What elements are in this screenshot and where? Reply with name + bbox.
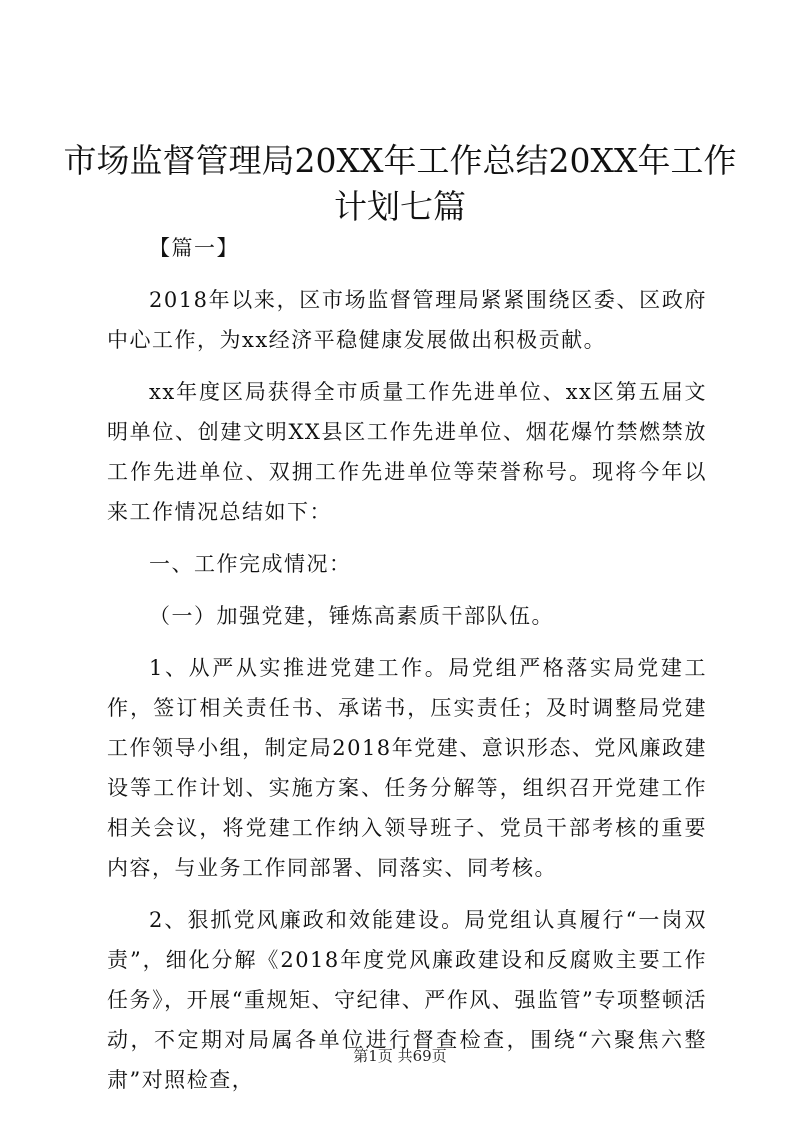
subsection-heading: （一）加强党建，锤炼高素质干部队伍。 bbox=[149, 604, 554, 628]
body-paragraph: 2018年以来，区市场监督管理局紧紧围绕区委、区政府中心工作，为xx经济平稳健康发展做出积极贡献。 bbox=[107, 288, 707, 352]
section-heading-part-one: 【篇一】 bbox=[149, 236, 239, 260]
document-body bbox=[107, 228, 707, 1112]
page-number: 第1页 共69页 bbox=[353, 1047, 447, 1065]
body-paragraph: 1、从严从实推进党建工作。局党组严格落实局党建工作，签订相关责任书、承诺书，压实责任；及时调整局党建工作领导小组，制定局2018年党建、意识形态、党风廉政建设等工作计划、实施方案、任务分解等，组织召开党建工作相关会议，将党建工作纳入领导班子、党员干部考核的重要内容，与业务工作同部署、同落实、同考核。 bbox=[107, 656, 707, 880]
body-paragraph: 2、狠抓党风廉政和效能建设。局党组认真履行“一岗双责”，细化分解《2018年度党风廉政建设和反腐败主要工作任务》，开展“重规矩、守纪律、严作风、强监管”专项整顿活动，不定期对局属各单位进行督查检查，围绕“六聚焦六整肃”对照检查， bbox=[107, 908, 707, 1092]
body-paragraph: xx年度区局获得全市质量工作先进单位、xx区第五届文明单位、创建文明XX县区工作先进单位、烟花爆竹禁燃禁放工作先进单位、双拥工作先进单位等荣誉称号。现将今年以来工作情况总结如下： bbox=[107, 380, 707, 524]
section-heading: 一、工作完成情况： bbox=[149, 552, 352, 576]
document-title: 市场监督管理局20XX年工作总结20XX年工作计划七篇 bbox=[63, 141, 737, 226]
